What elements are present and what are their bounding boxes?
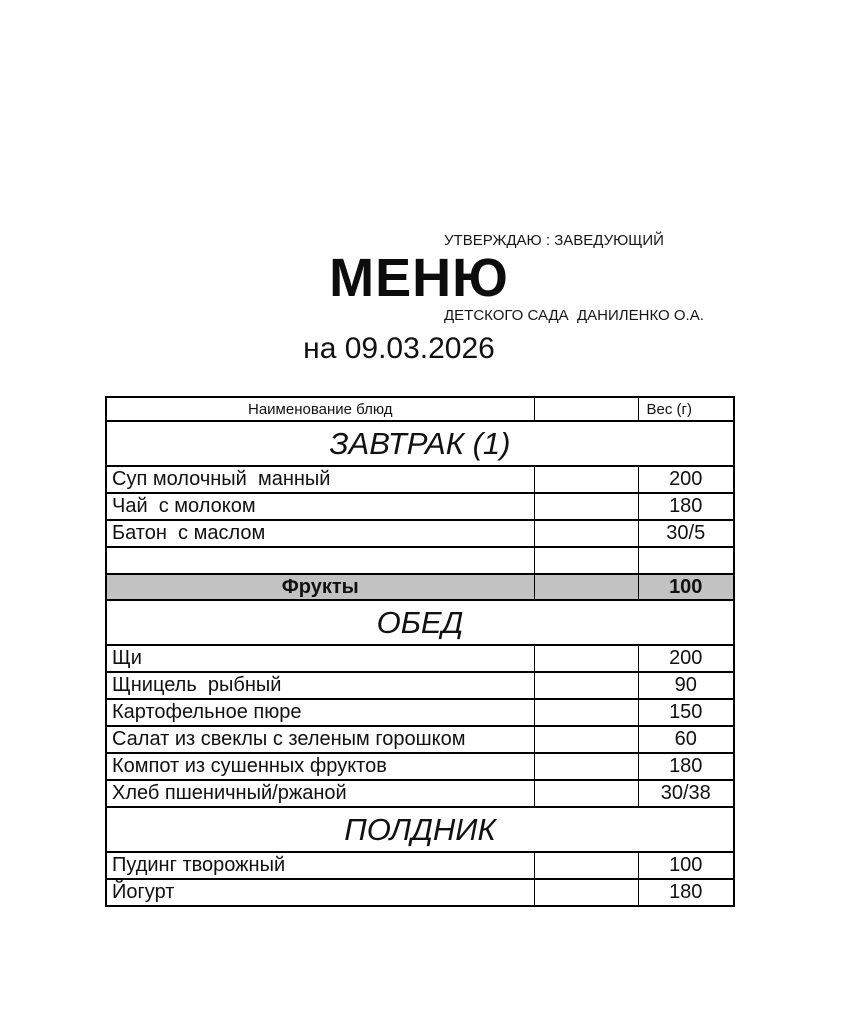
table-row	[106, 466, 734, 493]
dish-weight: 90	[638, 672, 734, 699]
empty-cell	[534, 574, 638, 600]
approval-line-2: ДЕТСКОГО САДА ДАНИЛЕНКО О.А.	[444, 307, 704, 324]
section-row-lunch	[106, 600, 734, 645]
dish-weight: 180	[638, 493, 734, 520]
empty-cell	[106, 547, 534, 574]
dish-name: Батон с маслом	[106, 520, 534, 547]
section-title: ПОЛДНИК	[106, 807, 734, 852]
empty-cell	[534, 726, 638, 753]
menu-date: на 09.03.2026	[303, 332, 495, 365]
empty-cell	[534, 672, 638, 699]
table-row	[106, 780, 734, 807]
table-row-fruits-highlighted	[106, 574, 734, 600]
column-header-weight: Вес (г)	[638, 397, 734, 421]
dish-name: Пудинг творожный	[106, 852, 534, 879]
table-row	[106, 753, 734, 780]
dish-name: Чай с молоком	[106, 493, 534, 520]
section-row-snack	[106, 807, 734, 852]
approval-line-1: УТВЕРЖДАЮ : ЗАВЕДУЮЩИЙ	[444, 232, 664, 249]
dish-name: Салат из свеклы с зеленым горошком	[106, 726, 534, 753]
dish-weight: 30/38	[638, 780, 734, 807]
menu-table	[105, 396, 735, 907]
empty-cell	[534, 520, 638, 547]
dish-weight: 180	[638, 753, 734, 780]
dish-weight: 150	[638, 699, 734, 726]
dish-weight: 60	[638, 726, 734, 753]
dish-name: Компот из сушенных фруктов	[106, 753, 534, 780]
dish-weight: 200	[638, 466, 734, 493]
empty-cell	[534, 493, 638, 520]
table-row	[106, 672, 734, 699]
empty-cell	[534, 645, 638, 672]
table-row	[106, 493, 734, 520]
table-row	[106, 645, 734, 672]
table-row	[106, 852, 734, 879]
dish-weight: 100	[638, 574, 734, 600]
page-title: МЕНЮ	[329, 248, 509, 308]
table-header-row	[106, 397, 734, 421]
column-header-dish-name: Наименование блюд	[106, 397, 534, 421]
empty-cell	[534, 780, 638, 807]
dish-weight: 100	[638, 852, 734, 879]
dish-name: Щи	[106, 645, 534, 672]
table-row	[106, 726, 734, 753]
section-title: ЗАВТРАК (1)	[106, 421, 734, 466]
empty-cell	[534, 852, 638, 879]
empty-cell	[534, 466, 638, 493]
empty-cell	[534, 699, 638, 726]
column-header-empty	[534, 397, 638, 421]
dish-name: Картофельное пюре	[106, 699, 534, 726]
empty-cell	[534, 547, 638, 574]
dish-weight: 180	[638, 879, 734, 906]
section-title: ОБЕД	[106, 600, 734, 645]
empty-cell	[534, 753, 638, 780]
table-row-empty	[106, 547, 734, 574]
table-row	[106, 879, 734, 906]
dish-weight: 30/5	[638, 520, 734, 547]
dish-name: Щницель рыбный	[106, 672, 534, 699]
dish-weight: 200	[638, 645, 734, 672]
dish-name: Фрукты	[106, 574, 534, 600]
section-row-breakfast	[106, 421, 734, 466]
dish-name: Хлеб пшеничный/ржаной	[106, 780, 534, 807]
dish-name: Йогурт	[106, 879, 534, 906]
empty-cell	[638, 547, 734, 574]
empty-cell	[534, 879, 638, 906]
dish-name: Суп молочный манный	[106, 466, 534, 493]
table-row	[106, 520, 734, 547]
table-row	[106, 699, 734, 726]
